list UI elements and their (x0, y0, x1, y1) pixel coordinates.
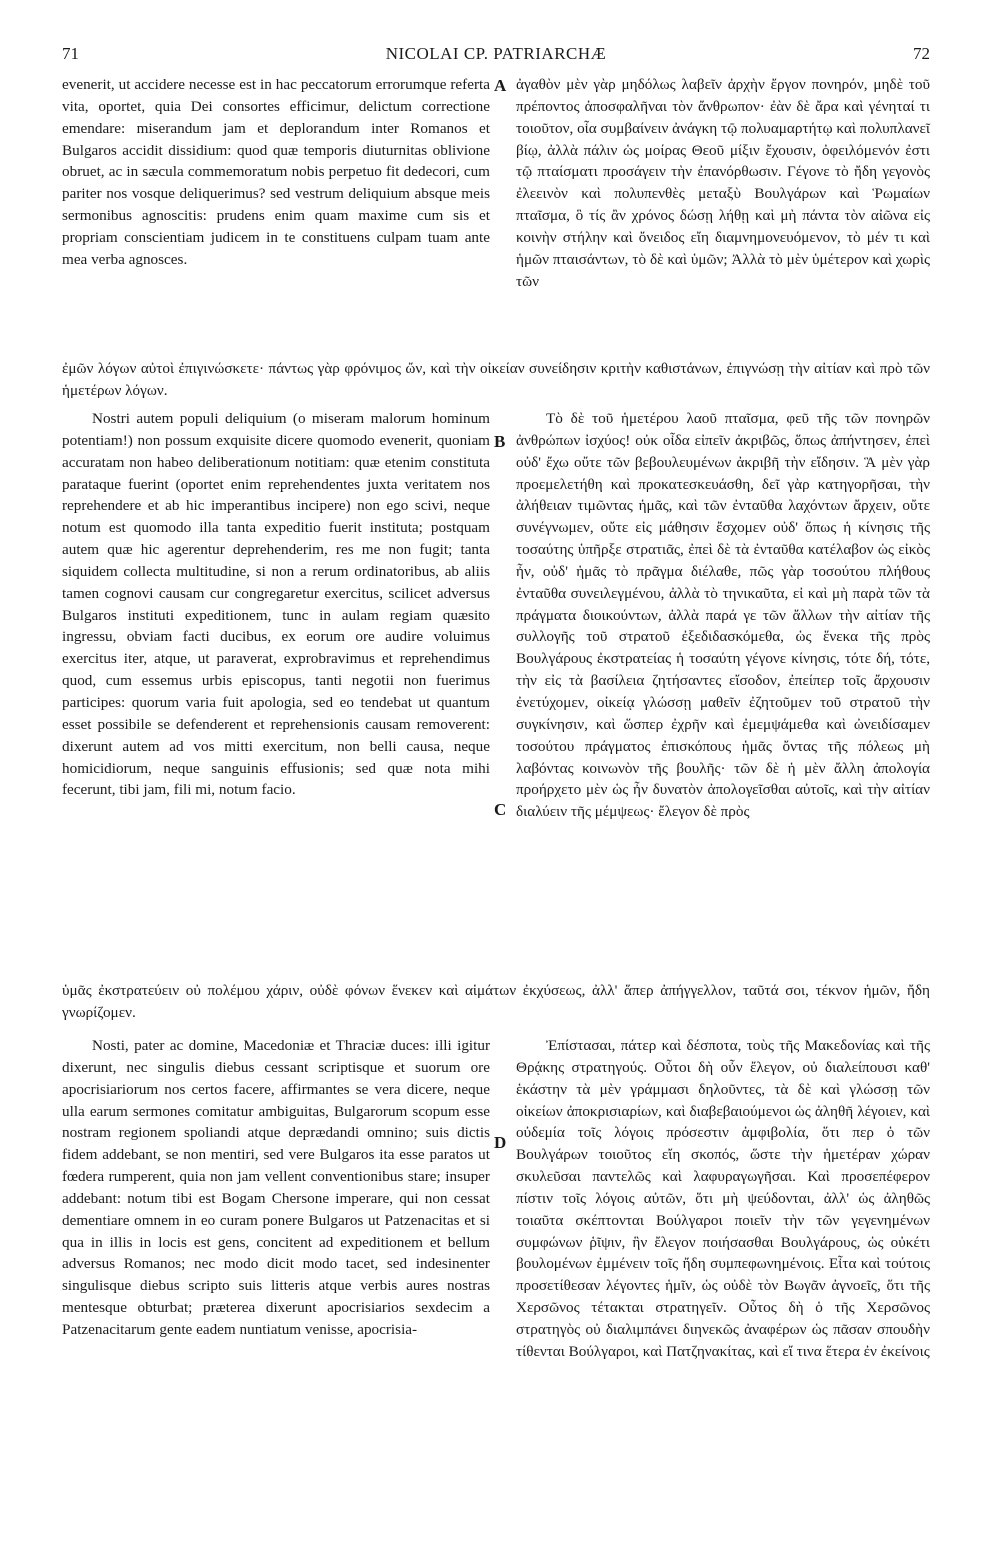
latin-column-section-2 (62, 408, 490, 801)
greek-full-width-2: ὑμᾶς ἐκστρατεύειν οὐ πολέμου χάριν, οὐδὲ φόνων ἕνεκεν καὶ αἱμάτων ἐκχύσεως, ἀλλ' ἅπερ ἀπήγγελλον, ταῦτά σοι, τέκνον ἡμῶν, ἤδη γνωρίζομεν. (62, 982, 930, 1021)
greek-paragraph-1: ἀγαθὸν μὲν γὰρ μηδόλως λαβεῖν ἀρχὴν ἔργον πονηρόν, μηδὲ τοῦ πρέποντος ἀποσφαλῆναι τὸν ἄνθρωπον· ἐὰν δὲ ἄρα καὶ γένηταί τι τοιοῦτον, οἷα συμβαίνειν ἀνάγκη τῷ πολυαμαρτήτῳ καὶ πολυπλανεῖ βίῳ, ἀλλὰ πάλιν ὡς μοίρας Θεοῦ μίξιν ἔχουσιν, ὀφειλόμενόν ἐστι τῷ πταίσματι προσάγειν τὴν ἐπανόρθωσιν. Γέγονε τὸ ἤδη γεγονὸς ἐλεεινὸν καὶ πολυπενθὲς μεταξὺ Βουλγάρων καὶ Ῥωμαίων πταῖσμα, ὃ τίς ἂν χρόνος δώσῃ λήθῃ καὶ μὴ πάντα τὸν αἰῶνα εἰς κοινὴν στήλην καὶ ὄνειδος εἴη διαμνημονευόμενον, τὸ μέν τι καὶ ἡμῶν πταισάντων, τὸ δὲ καὶ ὑμῶν; Ἀλλὰ τὸ μὲν ὑμέτερον καὶ χωρὶς τῶν (516, 76, 930, 290)
greek-column-section-1 (516, 74, 930, 292)
greek-paragraph-3: Ἐπίστασαι, πάτερ καὶ δέσποτα, τοὺς τῆς Μακεδονίας καὶ τῆς Θρᾴκης στρατηγούς. Οὗτοι δὴ οὖν ἔλεγον, οὐ διαλείπουσι καθ' ἑκάστην τὰ μὲν γράμμασι δηλοῦντες, τὰ δὲ καὶ γλώσσῃ τῶν οἰκείων ἀποκρισιαρίων, καὶ διαβεβαιούμενοι ὡς ἀληθῆ λέγοιεν, καὶ οὐδεμία τοῖς λόγοις πρόσεστιν ἀμφιβολία, ὅτι περ ὁ τῶν Βουλγάρων τοιοῦτος εἴη σκοπός, ὥστε τὴν ἡμετέραν χώραν σκυλεῦσαι παντελῶς καὶ λαφυραγωγῆσαι. Καὶ προσεπέφερον πίστιν τοῖς λόγοις αὐτῶν, ὅτι μὴ ψεύδονται, ἀλλ' ὡς ἀληθῶς τοιαῦτα σκέπτονται Βούλγαροι ποιεῖν τὴν τῶν γεγενημένων συμφώνων ῥῖψιν, ἣν ἔλεγον ποιήσασθαι Βουλγάρους, ὡς οὐκέτι βουλομένων ἐμμένειν τοῖς ἤδη συμπεφωνημένοις. Εἶτα καὶ τούτοις προσετίθεσαν λέγοντες ἡμῖν, ὡς οὐδὲ τὸν Βωγᾶν ἀγνοεῖς, ὅτι τῆς Χερσῶνος τέτακται στρατηγεῖν. Οὗτος δὴ ὁ τῆς Χερσῶνος στρατηγὸς οὐ διαλιμπάνει διηνεκῶς ἀναφέρων ὡς πᾶσαν σπουδὴν τίθενται Βούλγαροι, καὶ Πατζηνακίτας, καὶ εἴ τινα ἕτερα ἐν ἐκείνοις (516, 1037, 930, 1360)
latin-paragraph-3: Nosti, pater ac domine, Macedoniæ et Thraciæ duces: illi igitur dixerunt, nec singulis diebus cessant scriptisque et suorum ore apocrisiariorum nos certos facere, affirmantes se vera dicere, neque ulla earum sermones comitatur ambiguitas, Bulgarorum scopum esse nostram regionem spoliandi atque deprædandi omnino; suis dictis fidem addebant, se non mentiri, sed vere Bulgaros ita esse paratos ut fœdera rumperent, quia non jam vellent conventionibus stare; insuper addebant: notum tibi est Bogam Chersone imperare, qui non cessat dementiare omnem in eo curam ponere Bulgaros ut Patzenacitas et si qua in illis in locis est gens, concitent ad expeditionem et bellum adversus Romanos; nec modo dicit modo tacet, sed indesinenter singulisque diebus scripto suis litteris atque verbis aures nostras mentesque obturbat; præterea dixerunt apocrisiarios sexdecim a Patzenacitarum gente eadem nuntiatum venisse, apocrisia- (62, 1037, 490, 1338)
latin-paragraph-1: evenerit, ut accidere necesse est in hac peccatorum errorumque referta vita, oportet, quia Dei consortes efficimur, delictum correctione emendare: miserandum jam et deplorandum inter Romanos et Bulgaros accidit dissidium: quod quæ temporis diuturnitas oblivione obruet, ac in sæcula commemoratum nobis perpetuo fit dedecori, cum pariter nos vosque deliquerimus? sed vestrum deliquium absque meis sermonibus agnoscitis: prudens enim quam maxime cum sis et propriam conscientiam judicem in te constituens culpam tuam ante mea verba agnosces. (62, 76, 490, 268)
running-title: NICOLAI CP. PATRIARCHÆ (385, 44, 607, 63)
latin-column-section-3 (62, 1035, 490, 1341)
greek-paragraph-2: Τὸ δὲ τοῦ ἡμετέρου λαοῦ πταῖσμα, φεῦ τῆς τῶν πονηρῶν ἀνθρώπων ἰσχύος! οὐκ οἶδα εἰπεῖν ἀκριβῶς, ὅπως ἀπήντησεν, ἐπεὶ οὐδ' ἔχω οὔτε τῶν βεβουλευμένων ἀκριβῆ τὴν εἴδησιν. Ἃ μὲν γὰρ προεμελετήθη καὶ προκατεσκευάσθη, δεῖ γὰρ κατηγορῆσαι, τὴν ἀλήθειαν τιμῶντας ἡμᾶς, καὶ τῶν ἐνταῦθα λαχόντων ἄρχειν, οὔτε συνέγνωμεν, οὔτε εἰς μάθησιν ἔσχομεν οὐδ' ὅπως ἡ κίνησις τῆς τοσαύτης ὑπῆρξε στρατιᾶς, ἐπεὶ δὲ τὰ ἐνταῦθα κατέλαβον ὡς εἰκὸς ἦν, οὐδ' ἡμᾶς τὸ πρᾶγμα διέλαθε, πῶς γὰρ τοσούτου πλήθους ἐνταῦθα συνειλεγμένου, ἀλλὰ τὸ τηνικαῦτα, εἰ καὶ μὴ παρὰ τῶν τὰ πράγματα διοικούντων, ἀλλὰ παρά γε τῶν ἄλλων τὴν αἰτίαν τῆς συλλογῆς τοῦ στρατοῦ ἐξεδιδασκόμεθα, ὡς ἕνεκα τῆς πρὸς Βουλγάρους ἐκστρατείας ἡ τοσαύτη γέγονε κίνησις, τότε δή, τότε, τὴν εἰς τὰ βασίλεια ζητήσαντες εἴσοδον, ἐπείπερ τοῖς ἄρχουσιν ἐνετύχομεν, οἰκείᾳ γλώσσῃ μαθεῖν ἐζητοῦμεν τοῦ στρατοῦ τὴν συγκίνησιν, καὶ ὥσπερ ἐχρῆν καὶ ἐμεμψάμεθα καὶ ὠνειδίσαμεν τοσούτου πράγματος ἐπισκόπους ἡμᾶς ὄντας τῆς πόλεως μὴ λαβόντας κοινωνὸν τῆς βουλῆς· τῶν δὲ ἡ μὲν ἄλλη ἀπολογία προήρχετο μὲν ὡς ἦν δυνατὸν ἀπολογεῖσθαι αὐτοῖς, καὶ τὴν αἰτίαν διαλύειν τῆς μέμψεως· ἔλεγον δὲ πρὸς (516, 410, 930, 821)
margin-marker-c: C (494, 800, 507, 819)
page-header (62, 44, 930, 68)
page-number-right: 72 (913, 44, 930, 63)
greek-column-section-2 (516, 408, 930, 823)
latin-paragraph-2: Nostri autem populi deliquium (o miseram malorum hominum potentiam!) non possum exquisite dicere quomodo evenerit, quoniam accuratam non habeo deliberationum notitiam: quæ etenim constituta parataque fuerint (oportet enim reprehendentes juxta veritatem nos reprehendere et ab hic imperantibus incipere) non ego scivi, neque notum est quomodo illa tanta expeditio fuerit instituta; postquam autem quæ hic agerentur deprehenderim, res me non fugit; tanta siquidem collecta multitudine, si non a rerum ordinatoribus, ab aliis tamen cognovi causam cur congregaretur exercitus, scilicet adversus Bulgaros instituti expeditionem, tunc in aulam regiam quæsito ingressu, obviam facti ducibus, ex eorum ore audire voluimus exercitus iter, atque, ut paraverat, exprobravimus et reprehendimus quod, cum essemus urbis episcopus, tanti negotii non fuerimus participes: quorum varia fuit apologia, sed eo tendebat ut quantum esset possibile se defenderent et reprehensionis causam removerent: dixerunt autem ad vos mitti exercitum, non belli causa, neque homicidiorum, neque sanguinis effusionis; sed quæ nota mihi fecerunt, tibi jam, fili mi, notum facio. (62, 410, 490, 799)
latin-column-section-1 (62, 74, 490, 271)
margin-marker-a: A (494, 76, 507, 95)
greek-full-width-1: ἐμῶν λόγων αὐτοὶ ἐπιγινώσκετε· πάντως γὰρ φρόνιμος ὤν, καὶ τὴν οἰκείαν συνείδησιν κριτὴν καθιστάνων, ἐπιγνώσῃ τὴν αἰτίαν καὶ πρὸ τῶν ἡμετέρων λόγων. (62, 360, 930, 399)
margin-marker-d: D (494, 1133, 507, 1152)
margin-marker-b: B (494, 432, 506, 451)
page-number-left: 71 (62, 44, 79, 63)
greek-column-section-3 (516, 1035, 930, 1363)
